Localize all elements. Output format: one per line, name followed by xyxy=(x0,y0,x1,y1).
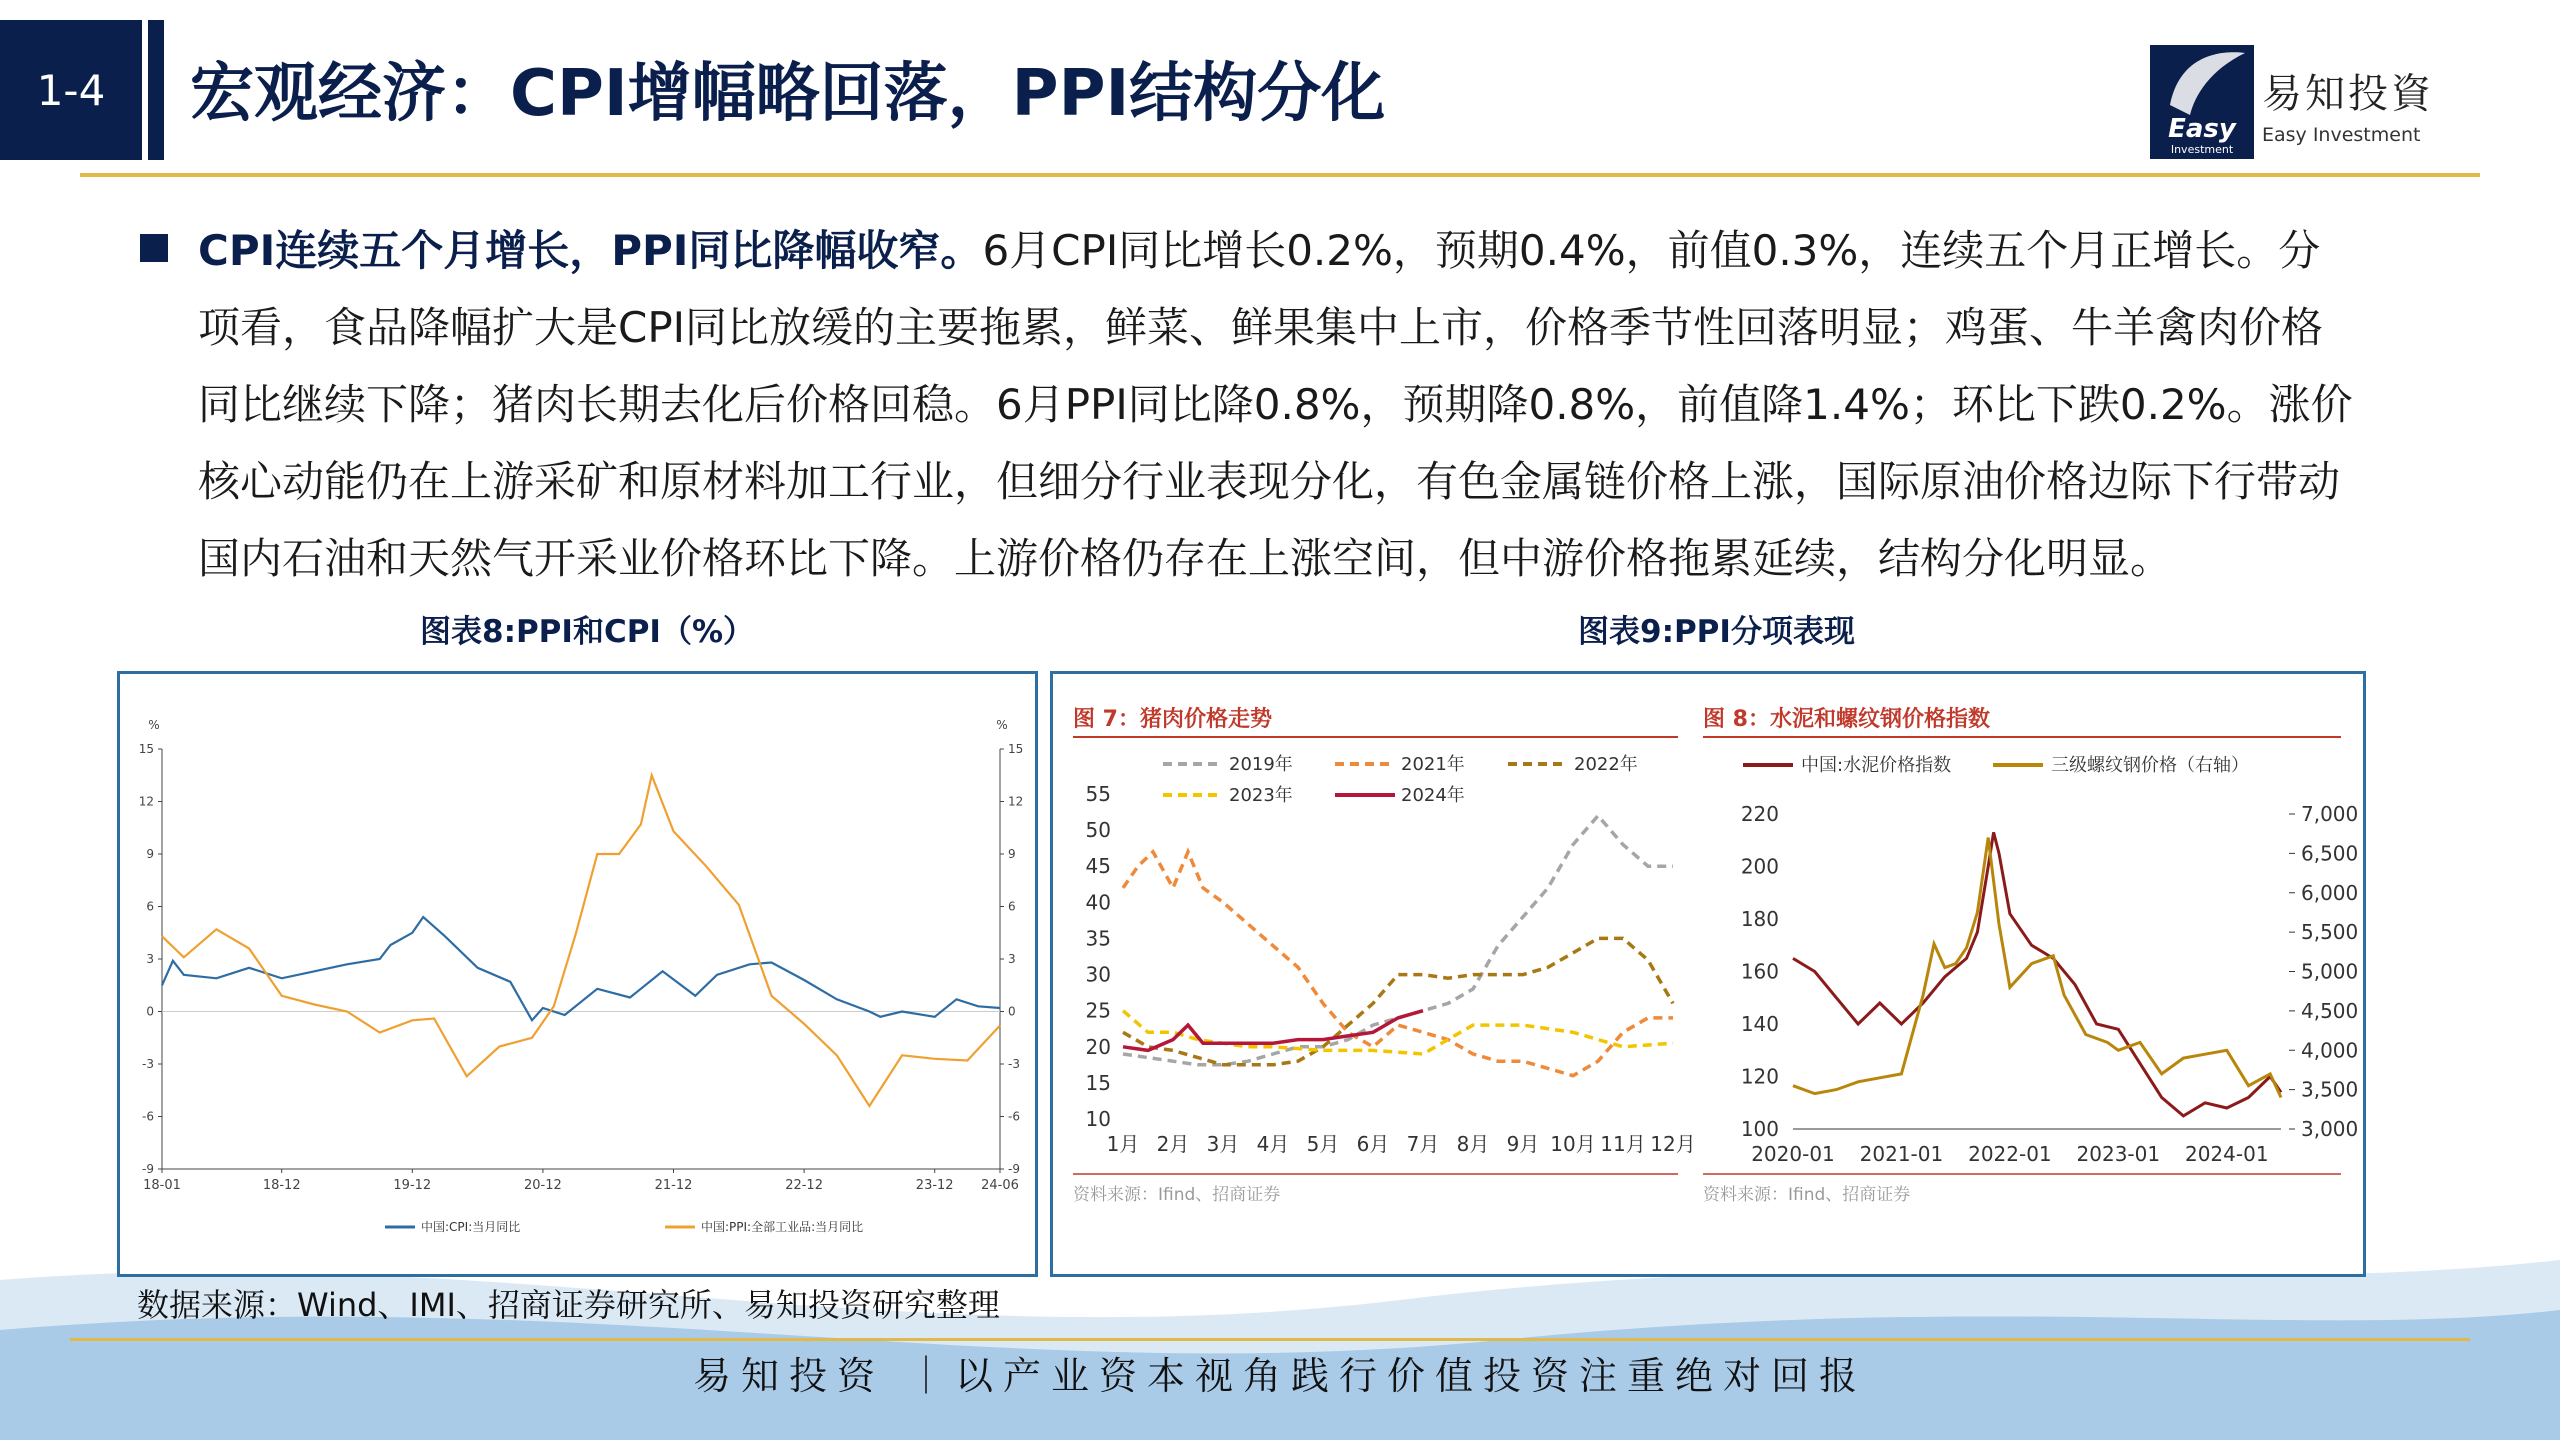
fig8-xtick-label: 2021-01 xyxy=(1859,1142,1944,1166)
fig7-xtick-label: 5月 xyxy=(1306,1132,1340,1156)
fig8-y2tick-label: 5,500 xyxy=(2301,920,2359,945)
fig8-y2tick-label: 4,000 xyxy=(2301,1038,2359,1063)
header-divider xyxy=(80,173,2480,177)
fig8-ytick-label: 140 xyxy=(1740,1012,1779,1036)
fig7-ytick-label: 45 xyxy=(1085,854,1111,879)
slide-title: 宏观经济：CPI增幅略回落，PPI结构分化 xyxy=(190,57,1386,131)
chart8-xtick-label: 24-06 xyxy=(981,1178,1019,1193)
chart8-ytick-label-right: 6 xyxy=(1008,899,1016,914)
fig8-title: 图 8：水泥和螺纹钢价格指数 xyxy=(1703,707,1990,732)
chart9-caption: 图表9:PPI分项表现 xyxy=(1578,614,1855,650)
fig7-series-line-0 xyxy=(1123,816,1673,1065)
chart8-ytick-label-left: -9 xyxy=(142,1162,154,1176)
fig7-ytick-label: 15 xyxy=(1085,1070,1111,1095)
chart8-legend-label-0: 中国:CPI:当月同比 xyxy=(421,1220,521,1234)
chart8-series-line-1 xyxy=(162,775,1000,1106)
chart8-ytick-label-left: 0 xyxy=(146,1004,154,1019)
title-accent-bar xyxy=(148,20,164,160)
fig8-xtick-label: 2023-01 xyxy=(2076,1142,2161,1166)
chart8-ytick-label-left: -6 xyxy=(142,1109,154,1124)
fig7-title: 图 7：猪肉价格走势 xyxy=(1073,707,1272,732)
chart8-ytick-label-right: 12 xyxy=(1008,794,1024,809)
footer-divider xyxy=(70,1338,2470,1341)
fig8-y2tick-label: 3,500 xyxy=(2301,1077,2359,1102)
fig8-legend-label-0: 中国:水泥价格指数 xyxy=(1801,755,1952,776)
fig8-series-line-0 xyxy=(1793,832,2281,1116)
summary-paragraph xyxy=(198,212,2358,597)
fig7-ytick-label: 55 xyxy=(1085,782,1111,806)
slide-number: 1-4 xyxy=(0,20,142,160)
chart8-ytick-label-left: -3 xyxy=(142,1057,154,1071)
fig7-ytick-label: 20 xyxy=(1085,1034,1111,1059)
fig8-xtick-label: 2020-01 xyxy=(1751,1142,1835,1166)
chart8-ytick-label-right: 9 xyxy=(1008,847,1016,861)
chart8-ytick-label-right: -6 xyxy=(1008,1109,1020,1124)
summary-lead: CPI连续五个月增长，PPI同比降幅收窄。 xyxy=(198,226,983,275)
data-source-note: 数据来源：Wind、IMI、招商证券研究所、易知投资研究整理 xyxy=(137,1286,1000,1324)
chart8-ppi-cpi xyxy=(120,674,1035,1274)
chart8-legend-label-1: 中国:PPI:全部工业品:当月同比 xyxy=(701,1220,864,1234)
fig7-xtick-label: 1月 xyxy=(1106,1132,1140,1156)
chart8-ytick-label-right: -3 xyxy=(1008,1057,1020,1071)
logo-english-name: Easy Investment xyxy=(2262,124,2421,146)
fig7-legend-label-0: 2019年 xyxy=(1229,754,1293,775)
fig7-xtick-label: 3月 xyxy=(1206,1132,1240,1156)
fig8-ytick-label: 100 xyxy=(1740,1117,1779,1141)
footer-slogan: 易知投资 ｜以产业资本视角践行价值投资注重绝对回报 xyxy=(692,1354,1868,1398)
chart8-caption: 图表8:PPI和CPI（%） xyxy=(420,614,755,650)
logo-mark-text: Easy xyxy=(2168,114,2236,144)
chart8-xtick-label: 23-12 xyxy=(915,1178,954,1193)
bullet-square xyxy=(140,234,168,262)
fig8-y2tick-label: 7,000 xyxy=(2301,802,2359,826)
chart8-ytick-label-right: -9 xyxy=(1008,1162,1020,1176)
chart8-xtick-label: 22-12 xyxy=(785,1178,823,1193)
fig7-xtick-label: 8月 xyxy=(1456,1132,1490,1156)
logo-mark xyxy=(2150,45,2254,159)
fig7-ytick-label: 10 xyxy=(1085,1107,1111,1131)
fig7-legend-label-2: 2022年 xyxy=(1574,754,1638,775)
fig8-y2tick-label: 6,000 xyxy=(2301,880,2359,905)
fig7-xtick-label: 9月 xyxy=(1506,1132,1540,1156)
chart8-xtick-label: 18-01 xyxy=(143,1178,181,1193)
chart8-xtick-label: 20-12 xyxy=(524,1178,562,1193)
fig8-xtick-label: 2022-01 xyxy=(1968,1142,2052,1166)
logo-mark-subtext: Investment xyxy=(2170,143,2234,156)
fig7-ytick-label: 35 xyxy=(1085,926,1111,951)
summary-body: 6月CPI同比增长0.2%，预期0.4%，前值0.3%，连续五个月正增长。分项看，食品降幅扩大是CPI同比放缓的主要拖累，鲜菜、鲜果集中上市，价格季节性回落明显；鸡蛋、牛羊禽肉价格同比继续下降；猪肉长期去化后价格回稳。6月PPI同比降0.8%，预期降0.8%，前值降1.4%；环比下跌0.2%。涨价核心动能仍在上游采矿和原材料加工行业，但细分行业表现分化，有色金属链价格上涨，国际原油价格边际下行带动国内石油和天然气开采业价格环比下降。上游价格仍存在上涨空间，但中游价格拖累延续，结构分化明显。 xyxy=(198,226,2353,583)
chart9-ppi-components xyxy=(1053,674,2363,1274)
fig7-legend-label-3: 2023年 xyxy=(1229,785,1293,806)
fig7-ytick-label: 25 xyxy=(1085,998,1111,1023)
fig8-ytick-label: 180 xyxy=(1740,907,1779,931)
fig7-xtick-label: 7月 xyxy=(1406,1132,1440,1156)
chart8-xtick-label: 21-12 xyxy=(654,1178,693,1193)
chart8-ytick-label-right: 0 xyxy=(1008,1004,1016,1019)
fig8-series-line-1 xyxy=(1793,838,2281,1098)
chart9-frame xyxy=(1050,671,2366,1277)
fig8-y2tick-label: 3,000 xyxy=(2301,1117,2359,1141)
chart8-ytick-label-right: 15 xyxy=(1008,742,1024,756)
chart8-ytick-label-left: 3 xyxy=(146,952,154,966)
chart8-ytick-label-left: 9 xyxy=(146,847,154,861)
fig7-xtick-label: 11月 xyxy=(1600,1132,1646,1156)
fig7-series-line-2 xyxy=(1123,938,1673,1064)
fig7-ytick-label: 30 xyxy=(1085,962,1111,987)
logo-chinese-name: 易知投資 xyxy=(2262,71,2434,117)
chart8-ytick-label-left: 12 xyxy=(138,794,154,809)
chart8-left-unit: % xyxy=(148,718,160,732)
chart8-xtick-label: 18-12 xyxy=(262,1178,301,1193)
fig8-source: 资料来源：Ifind、招商证券 xyxy=(1703,1185,1911,1205)
chart8-ytick-label-left: 6 xyxy=(146,899,154,914)
fig7-ytick-label: 40 xyxy=(1085,890,1111,915)
fig7-xtick-label: 6月 xyxy=(1356,1132,1390,1156)
fig8-y2tick-label: 6,500 xyxy=(2301,841,2359,866)
fig7-xtick-label: 10月 xyxy=(1550,1132,1596,1156)
chart8-ytick-label-right: 3 xyxy=(1008,952,1016,966)
fig8-ytick-label: 200 xyxy=(1740,854,1779,879)
fig7-legend-label-4: 2024年 xyxy=(1401,785,1465,806)
fig7-legend-label-1: 2021年 xyxy=(1401,754,1465,775)
chart8-frame xyxy=(117,671,1038,1277)
fig8-legend-label-1: 三级螺纹钢价格（右轴） xyxy=(2051,755,2249,776)
fig7-xtick-label: 12月 xyxy=(1650,1132,1696,1156)
fig8-ytick-label: 120 xyxy=(1740,1064,1779,1089)
fig8-ytick-label: 220 xyxy=(1740,802,1779,826)
fig8-y2tick-label: 5,000 xyxy=(2301,959,2359,984)
chart8-ytick-label-left: 15 xyxy=(138,742,154,756)
chart8-series-line-0 xyxy=(162,917,1000,1020)
fig8-y2tick-label: 4,500 xyxy=(2301,998,2359,1023)
fig7-source: 资料来源：Ifind、招商证券 xyxy=(1073,1185,1281,1205)
chart8-right-unit: % xyxy=(996,718,1008,732)
chart8-xtick-label: 19-12 xyxy=(393,1178,432,1193)
fig7-ytick-label: 50 xyxy=(1085,818,1111,843)
fig7-xtick-label: 2月 xyxy=(1156,1132,1190,1156)
fig8-ytick-label: 160 xyxy=(1740,959,1779,984)
fig8-xtick-label: 2024-01 xyxy=(2184,1142,2269,1166)
fig7-xtick-label: 4月 xyxy=(1256,1132,1290,1156)
